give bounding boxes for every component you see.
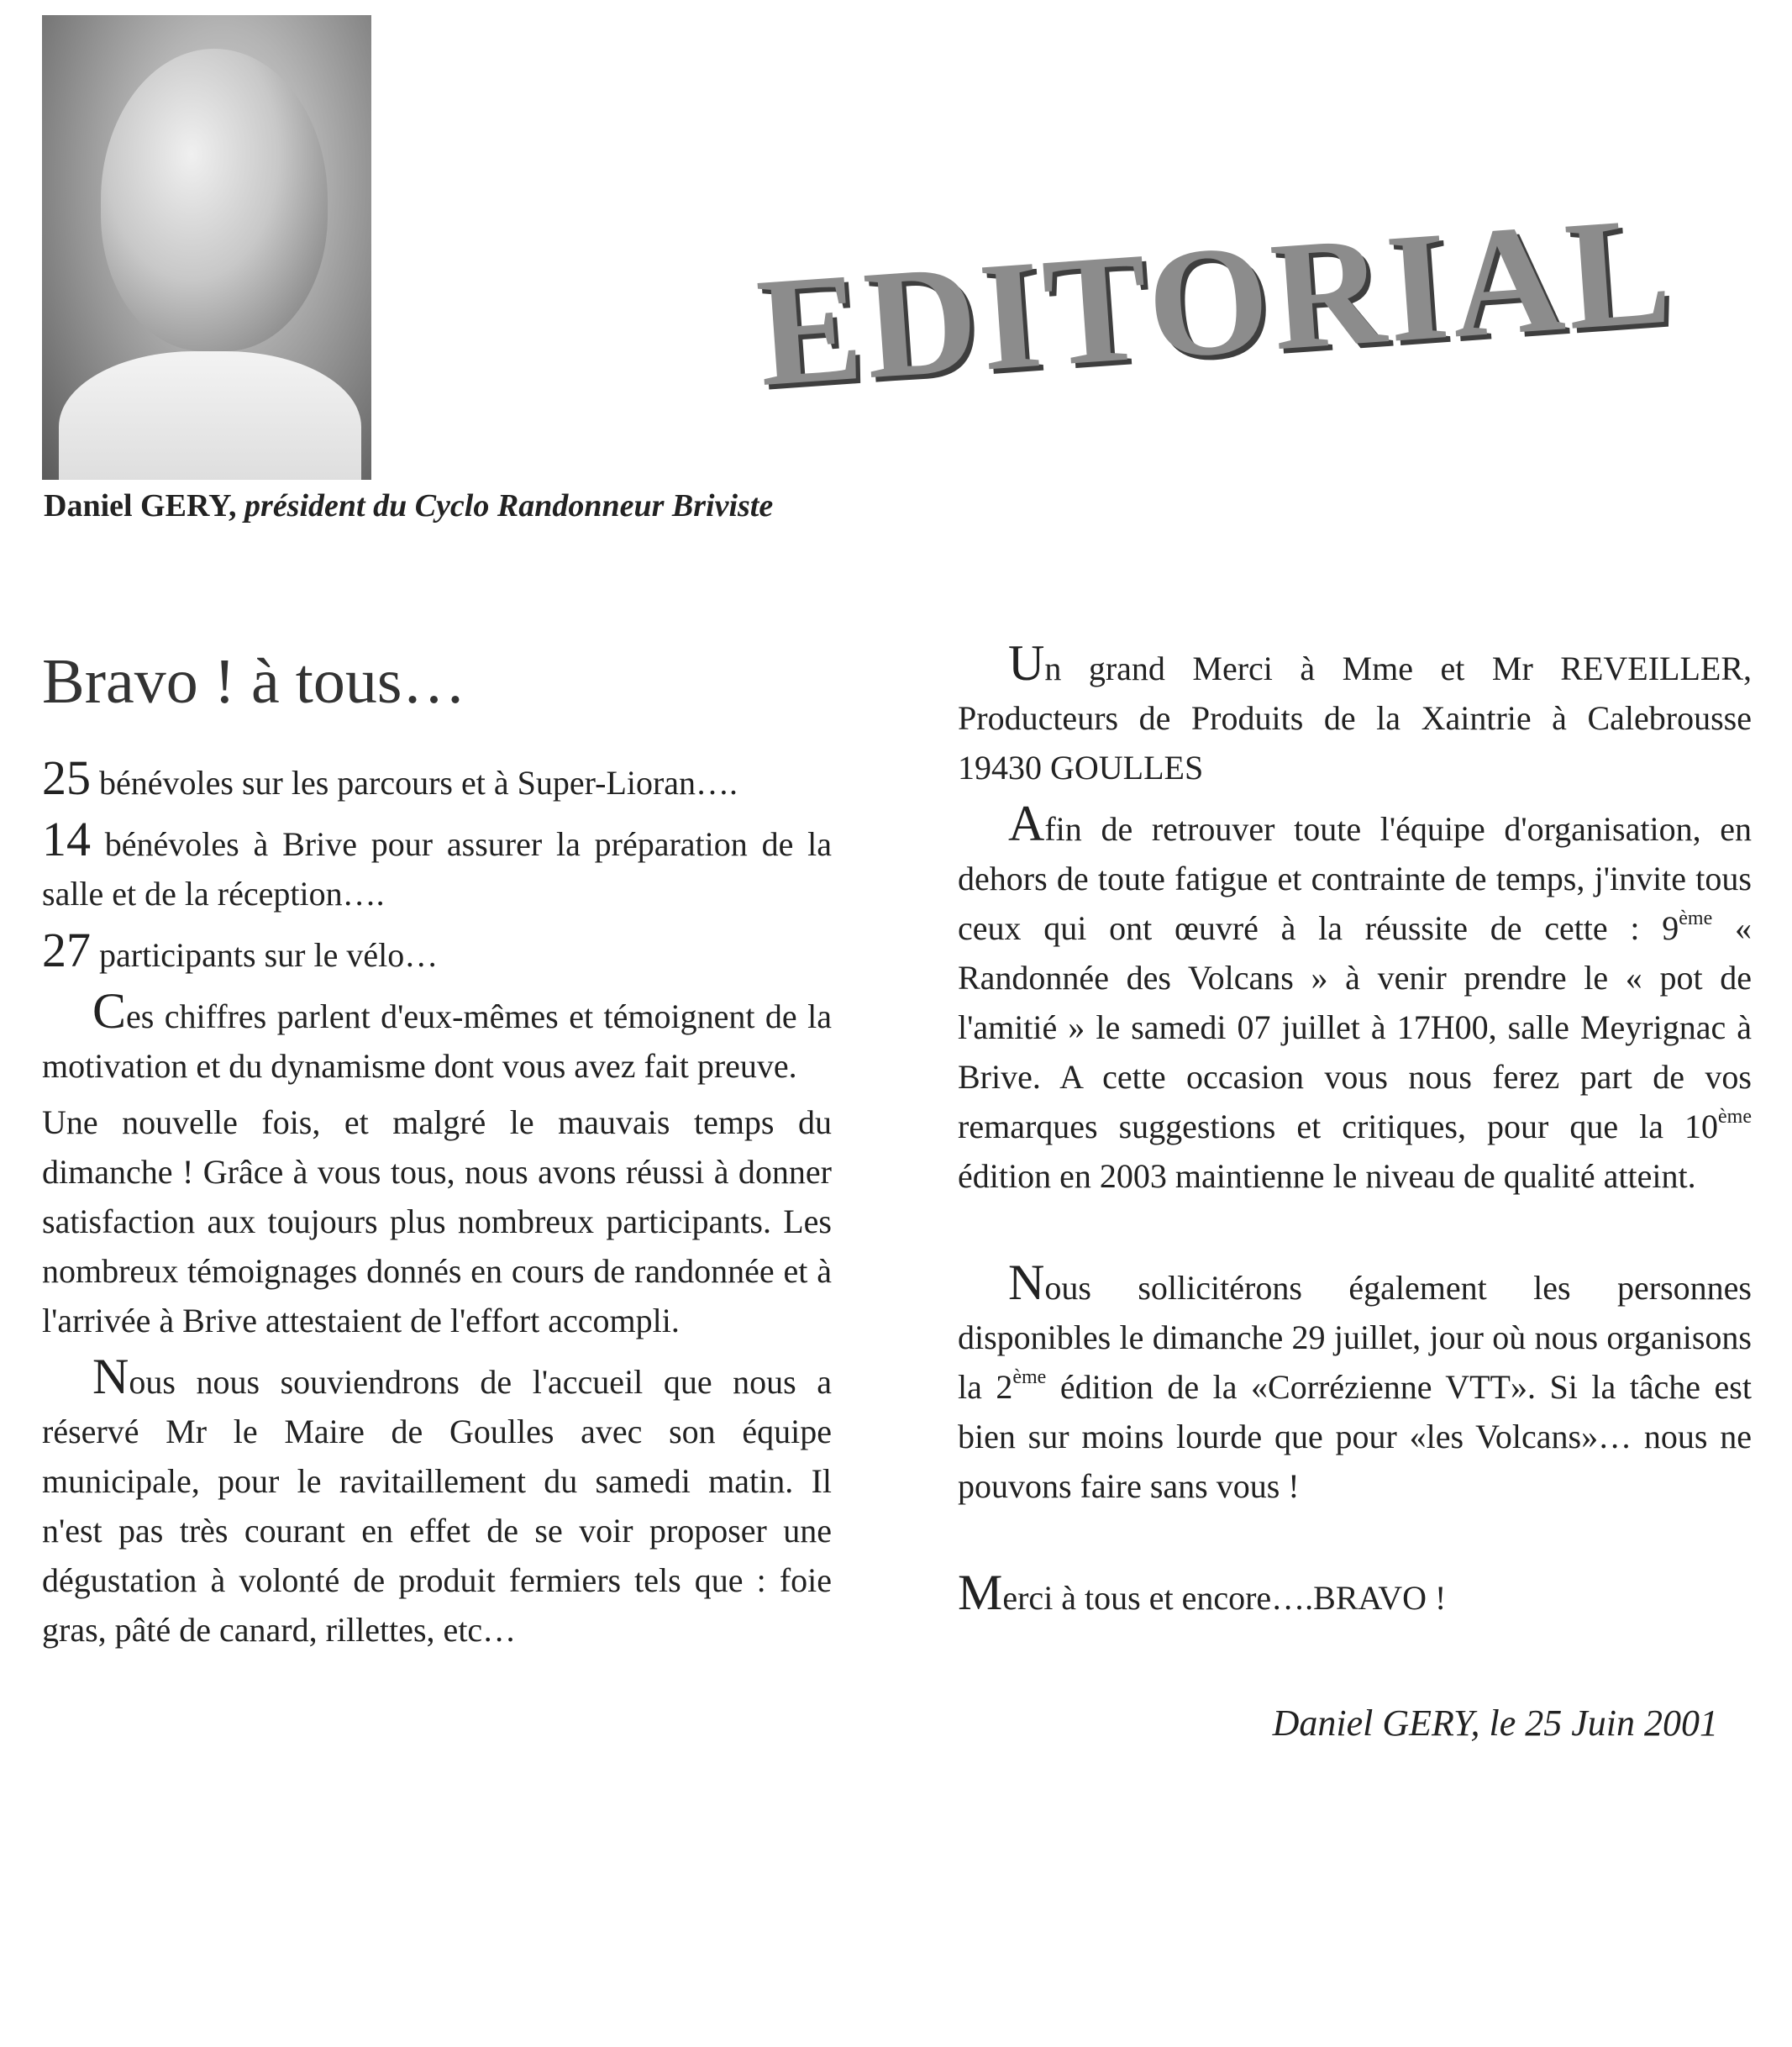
stat-text: bénévoles sur les parcours et à Super-Lioran…. bbox=[91, 764, 738, 802]
stat-text: participants sur le vélo… bbox=[91, 936, 439, 974]
drop-letter: M bbox=[958, 1565, 1003, 1620]
body-paragraph bbox=[958, 635, 1752, 792]
page-title: EDITORIAL bbox=[752, 183, 1679, 420]
drop-letter: C bbox=[92, 983, 127, 1039]
photo-caption bbox=[44, 487, 968, 524]
author-photo bbox=[42, 15, 371, 480]
stat-paragraph bbox=[42, 814, 832, 918]
body-paragraph bbox=[42, 983, 832, 1091]
body-paragraph bbox=[42, 1349, 832, 1655]
paragraph-text: n grand Merci à Mme et Mr REVEILLER, Producteurs de Produits de la Xaintrie à Calebrousse 19430 GOULLES bbox=[958, 650, 1752, 787]
superscript: ème bbox=[1718, 1106, 1752, 1128]
paragraph-text: ous sollicitérons également les personnes disponibles le dimanche 29 juillet, jour où nous organisons la 2 bbox=[958, 1269, 1752, 1406]
left-column bbox=[42, 639, 832, 1661]
paragraph-text: fin de retrouver toute l'équipe d'organisation, en dehors de toute fatigue et contrainte de temps, j'invite tous ceux qui ont œuvré à la réussite de cette : 9 bbox=[958, 810, 1752, 947]
paragraph-text: édition de la «Corrézienne VTT». Si la tâche est bien sur moins lourde que pour «les Volcans»… nous ne pouvons faire sans vous ! bbox=[958, 1368, 1752, 1505]
author-photo-face bbox=[101, 49, 328, 351]
stat-paragraph bbox=[42, 750, 832, 808]
stat-number: 14 bbox=[42, 812, 91, 866]
drop-letter: U bbox=[1008, 635, 1045, 691]
caption-role: président du Cyclo Randonneur Briviste bbox=[236, 488, 774, 524]
paragraph-text: erci à tous et encore….BRAVO ! bbox=[1002, 1579, 1447, 1617]
caption-name: Daniel GERY, bbox=[44, 488, 237, 524]
signature: Daniel GERY, le 25 Juin 2001 bbox=[1272, 1702, 1718, 1744]
body-paragraph: Une nouvelle fois, et malgré le mauvais temps du dimanche ! Grâce à vous tous, nous avons réussi à donner satisfaction aux toujours plus nombreux participants. Les nombreux témoignages donnés en cours de randonnée et à l'arrivée à Brive attestaient de l'effort accompli. bbox=[42, 1103, 832, 1339]
right-column bbox=[958, 635, 1753, 1748]
stat-paragraph bbox=[42, 925, 832, 980]
stat-number: 25 bbox=[42, 750, 91, 805]
paragraph-text: édition en 2003 maintienne le niveau de qualité atteint. bbox=[958, 1157, 1696, 1195]
drop-letter: A bbox=[1008, 796, 1045, 851]
drop-letter: N bbox=[92, 1349, 129, 1404]
spacer bbox=[958, 1518, 1752, 1568]
author-photo-shirt bbox=[59, 351, 361, 480]
stat-text: bénévoles à Brive pour assurer la préparation de la salle et de la réception…. bbox=[42, 825, 832, 913]
paragraph-text: ous nous souviendrons de l'accueil que nous a réservé Mr le Maire de Goulles avec son équipe municipale, pour le ravitaillement du samedi matin. Il n'est pas très courant en effet de se voir proposer une dégustation à volonté de produit fermiers tels que : foie gras, pâté de canard, rillettes, etc… bbox=[42, 1363, 832, 1649]
closing-line bbox=[958, 1565, 1752, 1623]
superscript: ème bbox=[1679, 908, 1713, 929]
paragraph-text: es chiffres parlent d'eux-mêmes et témoignent de la motivation et du dynamisme dont vous avez fait preuve. bbox=[42, 997, 832, 1085]
body-paragraph bbox=[958, 796, 1753, 1201]
paragraph-text: « Randonnée des Volcans » à venir prendre le « pot de l'amitié » le samedi 07 juillet à 17H00, salle Meyrignac à Brive. A cette occasion vous nous ferez part de vos remarques suggestions et critiques, pour que la 10 bbox=[958, 909, 1753, 1145]
stat-number: 27 bbox=[42, 923, 91, 977]
superscript: ème bbox=[1012, 1366, 1047, 1388]
spacer bbox=[958, 1208, 1752, 1258]
drop-letter: N bbox=[1008, 1255, 1045, 1310]
body-paragraph bbox=[958, 1255, 1752, 1511]
article-heading: Bravo ! à tous… bbox=[42, 646, 466, 717]
